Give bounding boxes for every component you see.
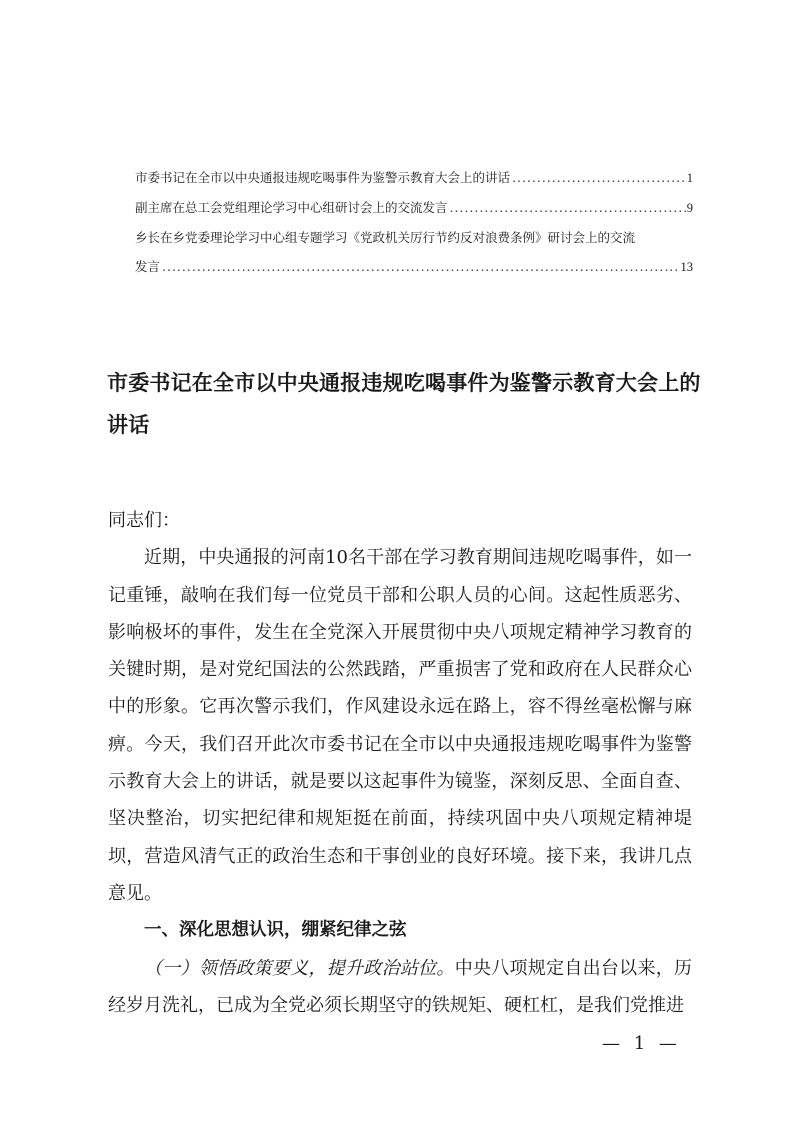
- salutation: 同志们：: [108, 510, 180, 531]
- toc-entry-text: 市委书记在全市以中央通报违规吃喝事件为鉴警示教育大会上的讲话: [135, 170, 511, 185]
- intro-paragraph: 近期，中央通报的河南10名干部在学习教育期间违规吃喝事件，如一记重锤，敲响在我们每一位党员干部和公职人员的心间。这起性质恶劣、影响极坏的事件，发生在全党深入开展贯彻中央八项规定精神学习教育的关键时期，是对党纪国法的公然践踏，严重损害了党和政府在人民群众心中的形象。它再次警示我们，作风建设永远在路上，容不得丝毫松懈与麻痹。今天，我们召开此次市委书记在全市以中央通报违规吃喝事件为鉴警示教育大会上的讲话，就是要以这起事件为镜鉴，深刻反思、全面自查、坚决整治，切实把纪律和规矩挺在前面，持续巩固中央八项规定精神堤坝，营造风清气正的政治生态和干事创业的良好环境。接下来，我讲几点意见。: [108, 547, 692, 904]
- subsection-heading: （一）领悟政策要义，提升政治站位。: [144, 957, 455, 979]
- toc-page-number: 9: [686, 201, 693, 215]
- document-title: 市委书记在全市以中央通报违规吃喝事件为鉴警示教育大会上的讲话: [107, 371, 701, 437]
- section-heading: 一、深化思想认识，绷紧纪律之弦: [144, 920, 407, 941]
- toc-entry-text: 乡长在乡党委理论学习中心组专题学习《党政机关厉行节约反对浪费条例》研讨会上的交流: [135, 230, 636, 245]
- document-body: [108, 502, 692, 1024]
- toc-leader-dots: [512, 163, 686, 192]
- toc-page-number: 13: [680, 260, 693, 274]
- toc-page-number: 1: [686, 171, 693, 185]
- toc-entry-continuation: [135, 252, 693, 282]
- toc-leader-dots: [450, 193, 686, 222]
- toc-entry-text: 副主席在总工会党组理论学习中心组研讨会上的交流发言: [135, 200, 448, 215]
- subsection-paragraph: [108, 950, 692, 1025]
- table-of-contents: [135, 163, 693, 282]
- toc-leader-dots: [162, 252, 679, 281]
- toc-entry[interactable]: [135, 163, 693, 193]
- subsection-text: 中央八项规定自出台以来，历经岁月洗礼，已成为全党必须长期坚守的铁规矩、硬杠杠，是我们党推进: [108, 957, 693, 1016]
- page-number: — 1 —: [602, 1033, 681, 1054]
- toc-entry[interactable]: [135, 223, 693, 282]
- toc-entry[interactable]: [135, 193, 693, 223]
- toc-entry-text-continued: 发言: [135, 259, 161, 274]
